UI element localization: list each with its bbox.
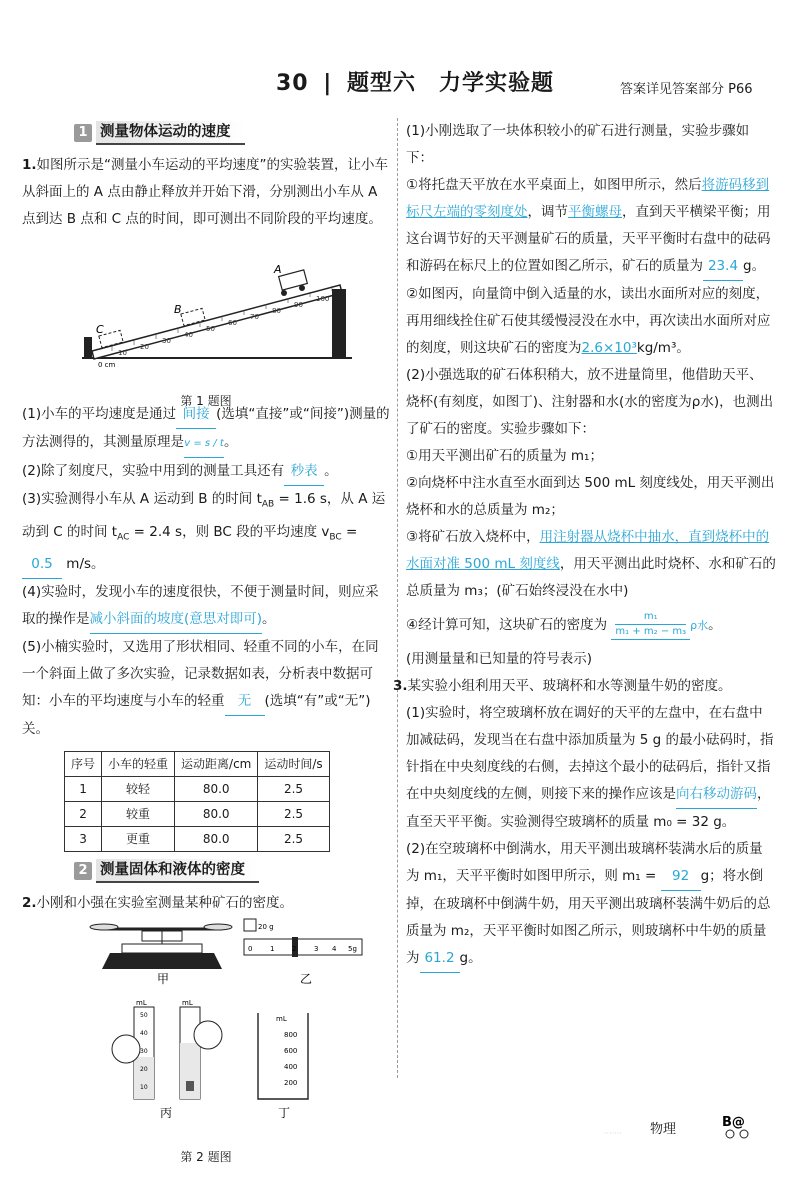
measuring-cylinders <box>112 999 222 1099</box>
q2-step-t3: ③将矿石放入烧杯中，用注射器从烧杯中抽水，直到烧杯中的水面对准 500 mL 刻度线，用天平测出此时烧杯、水和矿石的总质量为 m₃；(矿石始终浸没在水中) <box>406 529 776 599</box>
cylinder-tick-label: 20 <box>140 1066 148 1074</box>
scale-tick-label: 2 <box>292 945 297 954</box>
incline-diagram <box>22 233 390 383</box>
answer-blank: 平衡螺母 <box>568 204 622 220</box>
q3-part2: (2)在空玻璃杯中倒满水，用天平测出玻璃杯装满水后的质量为 m₁，天平平衡时如图甲所示，则 m₁ = 92 g；将水倒掉，在玻璃杯中倒满牛奶，用天平测出玻璃杯装满牛奶后的总质量为 m₂，天平平衡时如图乙所示，则玻璃杯中牛奶的质量为 61.2 g。 <box>406 836 776 973</box>
label-jia: 甲 <box>157 972 170 987</box>
figure-1-incline <box>22 233 390 408</box>
ruler-tick-label: 60 <box>228 319 237 327</box>
fraction-numerator: m₁ <box>615 610 686 625</box>
ruler-tick-label: 80 <box>272 307 281 315</box>
q1-part3: (3)实验测得小车从 A 运动到 B 的时间 $t_{AB} = 1.6$ s，从 A 运动到 C 的时间 $t_{AC} = 2.4$ s，则 BC 段的平均速度 $v_{BC} = 0.5$ m/s。 <box>22 486 390 579</box>
table-header: 小车的轻重 <box>102 752 175 777</box>
figure-2-drawings <box>22 917 390 1139</box>
cylinder-tick-label: 10 <box>140 1084 148 1092</box>
question-number: 1. <box>22 157 37 173</box>
q2-step1: ①将托盘天平放在水平桌面上，如图甲所示，然后将游码移到标尺左端的零刻度处，调节平衡螺母，直到天平横梁平衡；用这台调节好的天平测量矿石的质量，天平平衡时右盘中的砝码和游码在标尺上的位置如图乙所示，矿石的质量为 23.4 g。 <box>406 172 776 281</box>
answer-blank: 2.6×10³ <box>581 340 637 356</box>
fraction-denominator: m₁ + m₂ − m₃ <box>615 626 687 637</box>
publisher-logo-icon <box>720 1112 760 1152</box>
q3-part1: (1)实验时，将空玻璃杯放在调好的天平的左盘中，在右盘中加减砝码，发现当在右盘中添加质量为 5 g 的最小砝码时，指针指在中央刻度线的右侧，去掉这个最小的砝码后，指针又指在中央刻度线的左侧，则接下来的操作应该是向右移动游码，直至天平平衡。实验测得空玻璃杯的质量 m₀ = 32 g。 <box>406 705 774 830</box>
scale-tick-label: 0 <box>248 945 253 954</box>
ruler-zero-label: 0 cm <box>98 361 116 369</box>
table-header-row <box>65 752 330 777</box>
answer-blank: 向右移动游码 <box>676 781 757 809</box>
figure-2-caption: 第 2 题图 <box>180 1150 232 1165</box>
beaker-tick-label: 200 <box>284 1079 298 1088</box>
footer-decoration: ······· <box>604 1129 622 1138</box>
cylinder-tick-label: 50 <box>140 1012 148 1020</box>
table-row: 2 较重 80.0 2.5 <box>65 802 330 827</box>
q2-step-t4: ④经计算可知，这块矿石的密度为 $\frac{\text{m₁}}{\text{m₁ + m₂ − m₃}}$ ρ水。 <box>406 605 776 646</box>
q2-note: (用测量量和已知量的符号表示) <box>406 651 593 667</box>
question-number: 2. <box>22 895 37 912</box>
figure-2 <box>22 917 390 1165</box>
table-row: 1 较轻 80.0 2.5 <box>65 777 330 802</box>
answer-formula: v = s / t <box>184 430 224 458</box>
question-3-stem: 3.某实验小组利用天平、玻璃杯和水等测量牛奶的密度。 <box>393 678 732 694</box>
answer-blank: 间接 <box>176 401 216 429</box>
answer-blank: 61.2 <box>420 945 460 973</box>
scale-tick-label: 1 <box>270 945 275 954</box>
answer-blank: 无 <box>225 688 265 716</box>
label-bing: 丙 <box>160 1106 173 1121</box>
page-number: 30 <box>276 71 309 96</box>
table-header: 运动时间/s <box>258 752 329 777</box>
cylinder-tick-label: 30 <box>140 1048 148 1056</box>
question-2-stem: 2.小刚和小强在实验室测量某种矿石的密度。 <box>22 895 294 912</box>
answer-blank: 0.5 <box>22 551 62 579</box>
metal-stopper <box>84 337 92 358</box>
logo-text: B@ <box>722 1115 745 1130</box>
ruler-tick-label: 70 <box>250 313 259 321</box>
answer-blank: 将游码移到标尺左端的零刻度处 <box>406 177 770 220</box>
footer-subject: 物理 <box>650 1122 677 1137</box>
q1-part4: (4)实验时，发现小车的速度很快，不便于测量时间，则应采取的操作是减小斜面的坡度(意思对即可)。 <box>22 579 390 634</box>
q2-part2-intro: (2)小强选取的矿石体积稍大，放不进量筒里，他借助天平、烧杯(有刻度，如图丁)、注射器和水(水的密度为ρ水)，也测出了矿石的密度。实验步骤如下： <box>406 367 774 437</box>
toy-car <box>279 270 308 296</box>
title-separator: | <box>323 71 333 96</box>
weight-label: 20 g <box>258 923 274 932</box>
ruler-tick-label: 100 <box>316 295 330 303</box>
table-header: 运动距离/cm <box>175 752 258 777</box>
cylinder-tick-label: 40 <box>140 1030 148 1038</box>
ruler-tick-label: 10 <box>118 349 127 357</box>
ruler-tick-label: 20 <box>140 343 149 351</box>
table-header: 序号 <box>65 752 102 777</box>
figure-1-caption: 第 1 题图 <box>180 394 232 408</box>
ruler-tick-label: 90 <box>294 301 303 309</box>
answer-blank: 92 <box>661 863 701 891</box>
answer-reference: 答案详见答案部分 P66 <box>620 82 753 97</box>
ruler-tick-label: 40 <box>184 331 193 339</box>
beaker-unit: mL <box>276 1015 287 1024</box>
answer-fraction <box>611 610 690 640</box>
question-number: 3. <box>393 678 408 694</box>
page-title <box>276 70 554 97</box>
section-title: 测量物体运动的速度 <box>96 121 245 145</box>
cylinder-unit: mL <box>182 999 193 1008</box>
q2-step-t2: ②向烧杯中注水直至水面到达 500 mL 刻度线处，用天平测出烧杯和水的总质量为 m₂； <box>406 475 775 518</box>
ruler-tick-label: 50 <box>206 325 215 333</box>
label-yi: 乙 <box>300 972 313 987</box>
point-a-label: A <box>274 263 282 276</box>
density-symbol: ρ水 <box>690 619 709 632</box>
right-column <box>393 118 776 973</box>
scale-tick-label: 3 <box>314 945 319 954</box>
label-ding: 丁 <box>278 1106 291 1121</box>
left-column <box>22 118 390 1165</box>
q1-data-table <box>64 751 330 852</box>
q2-step-t1: ①用天平测出矿石的质量为 m₁； <box>406 448 603 464</box>
scale-tick-label: 5g <box>348 945 357 954</box>
column-divider <box>397 118 398 1078</box>
chapter-title: 题型六 力学实验题 <box>347 71 555 96</box>
beaker-tick-label: 800 <box>284 1031 298 1040</box>
q2-part1-intro: (1)小刚选取了一块体积较小的矿石进行测量，实验步骤如下： <box>406 123 750 166</box>
balance-diagram <box>90 924 232 969</box>
section-title: 测量固体和液体的密度 <box>96 859 259 883</box>
answer-blank: 用注射器从烧杯中抽水，直到烧杯中的水面对准 500 mL 刻度线 <box>406 529 770 572</box>
q2-step2: ②如图丙，向量筒中倒入适量的水，读出水面所对应的刻度，再用细线拴住矿石使其缓慢浸没在水中，再次读出水面所对应的刻度，则这块矿石的密度为2.6×10³kg/m³。 <box>406 286 771 356</box>
point-c-label: C <box>96 323 104 336</box>
section-number: 1 <box>74 124 92 142</box>
cylinder-unit: mL <box>136 999 147 1008</box>
beaker-tick-label: 400 <box>284 1063 298 1072</box>
beaker-tick-label: 600 <box>284 1047 298 1056</box>
answer-blank: 23.4 <box>703 253 743 281</box>
scale-tick-label: 4 <box>332 945 337 954</box>
point-b-label: B <box>174 303 182 316</box>
answer-blank: 减小斜面的坡度(意思对即可) <box>90 606 263 634</box>
rider-scale <box>244 919 362 957</box>
graduated-beaker <box>258 1013 308 1099</box>
section-number: 2 <box>74 862 92 880</box>
question-1-stem: 1.如图所示是“测量小车运动的平均速度”的实验装置，让小车从斜面上的 A 点由静止释放并开始下滑，分别测出小车从 A 点到达 B 点和 C 点的时间，即可测出不同阶段的平均速度。 <box>22 157 389 227</box>
q1-part1: (1)小车的平均速度是通过 间接 (选填“直接”或“间接”)测量的方法测得的，其测量原理是v = s / t。 <box>22 401 390 458</box>
page-header <box>0 70 800 104</box>
table-row: 3 更重 80.0 2.5 <box>65 827 330 852</box>
answer-blank: 秒表 <box>284 458 324 486</box>
ruler-tick-label: 30 <box>162 337 171 345</box>
section-heading-2 <box>74 858 390 884</box>
incline-support <box>332 289 346 358</box>
q1-part2: (2)除了刻度尺，实验中用到的测量工具还有 秒表 。 <box>22 458 390 486</box>
section-heading-1 <box>74 120 390 146</box>
q1-part5: (5)小楠实验时，又选用了形状相同、轻重不同的小车，在同一个斜面上做了多次实验，记录数据如表，分析表中数据可知：小车的平均速度与小车的轻重 无 (选填“有”或“无”)关。 <box>22 639 379 738</box>
